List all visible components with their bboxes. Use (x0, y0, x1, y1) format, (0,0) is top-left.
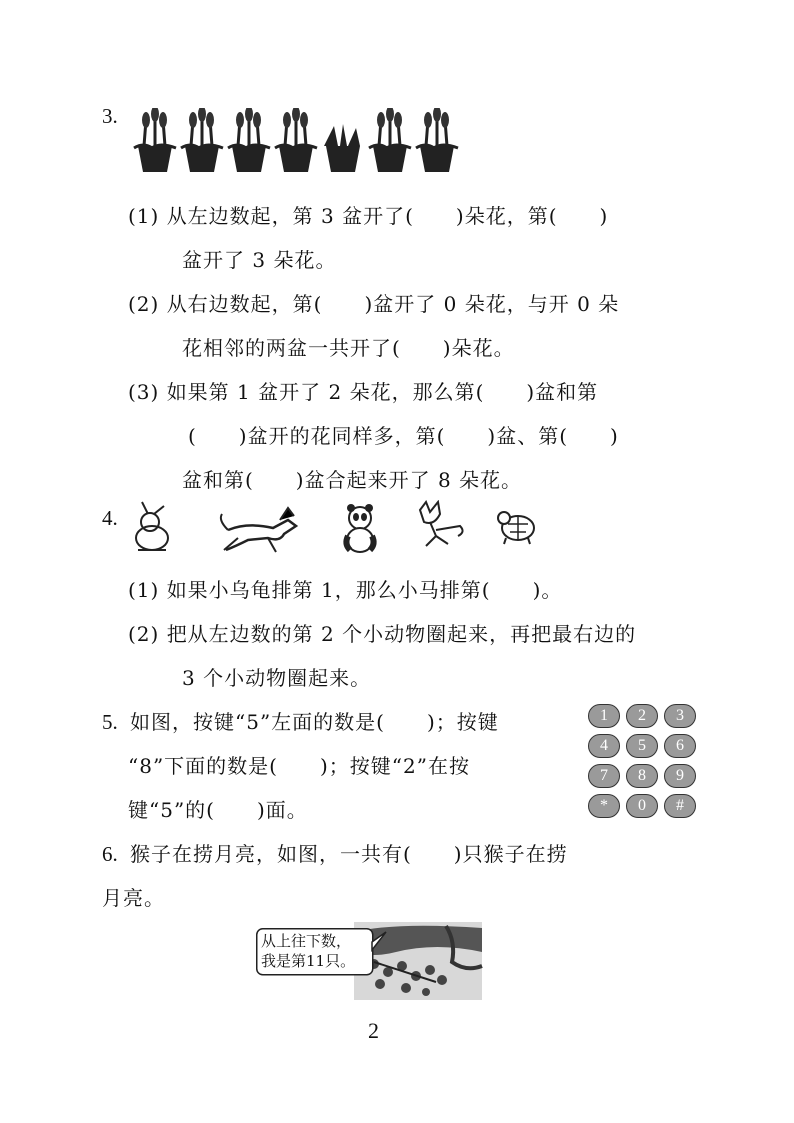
q3-item2-line2: 花相邻的两盆一共开了( )朵花。 (182, 336, 515, 360)
q4-item2-line1: (2) 把从左边数的第 2 个小动物圈起来，再把最右边的 (128, 622, 637, 646)
panda-icon (346, 504, 373, 552)
speech-bubble-line1: 从上往下数， (261, 932, 352, 950)
q4-item2-line2: 3 个小动物圈起来。 (182, 666, 372, 690)
q3-item3-line3: 盆和第( )盆合起来开了 8 朵花。 (182, 468, 523, 492)
keypad-key-6: 6 (664, 734, 696, 758)
flower-pots-illustration (132, 108, 462, 178)
animals-illustration (130, 500, 550, 560)
keypad-key-star: * (588, 794, 620, 818)
keypad-key-5: 5 (626, 734, 658, 758)
q5-line2: “8”下面的数是( )；按键“2”在按 (128, 754, 470, 778)
q6-number: 6. (102, 842, 118, 866)
turtle-icon (498, 512, 534, 544)
q4-item1-line1: (1) 如果小乌龟排第 1，那么小马排第( )。 (128, 578, 563, 602)
q3-item1-line2: 盆开了 3 朵花。 (182, 248, 337, 272)
q5-number: 5. (102, 710, 118, 734)
fox-icon (420, 502, 463, 546)
q3-number: 3. (102, 104, 118, 128)
q5-line1: 如图，按键“5”左面的数是( )；按键 (130, 710, 499, 734)
keypad-key-7: 7 (588, 764, 620, 788)
flower-pot-empty-icon (324, 124, 360, 172)
keypad-key-4: 4 (588, 734, 620, 758)
q3-item3-line2: ( )盆开的花同样多，第( )盆、第( ) (188, 424, 619, 448)
q6-line2: 月亮。 (102, 886, 165, 910)
q3-item3-line1: (3) 如果第 1 盆开了 2 朵花，那么第( )盆和第 (128, 380, 599, 404)
rabbit-icon (136, 502, 168, 550)
q3-item2-line1: (2) 从右边数起，第( )盆开了 0 朵花，与开 0 朵 (128, 292, 620, 316)
keypad-key-0: 0 (626, 794, 658, 818)
keypad-key-8: 8 (626, 764, 658, 788)
q4-number: 4. (102, 506, 118, 530)
q5-line3: 键“5”的( )面。 (128, 798, 308, 822)
page-number: 2 (368, 1018, 379, 1043)
phone-keypad (588, 704, 698, 824)
q6-line1: 猴子在捞月亮，如图，一共有( )只猴子在捞 (130, 842, 568, 866)
keypad-key-2: 2 (626, 704, 658, 728)
horse-icon (221, 508, 296, 552)
flower-pot-icon (134, 108, 176, 172)
keypad-key-1: 1 (588, 704, 620, 728)
keypad-key-3: 3 (664, 704, 696, 728)
speech-bubble-line2: 我是第11只。 (261, 952, 356, 970)
q3-item1-line1: (1) 从左边数起，第 3 盆开了( )朵花，第( ) (128, 204, 609, 228)
keypad-key-hash: # (664, 794, 696, 818)
keypad-key-9: 9 (664, 764, 696, 788)
monkeys-illustration (256, 922, 486, 1002)
